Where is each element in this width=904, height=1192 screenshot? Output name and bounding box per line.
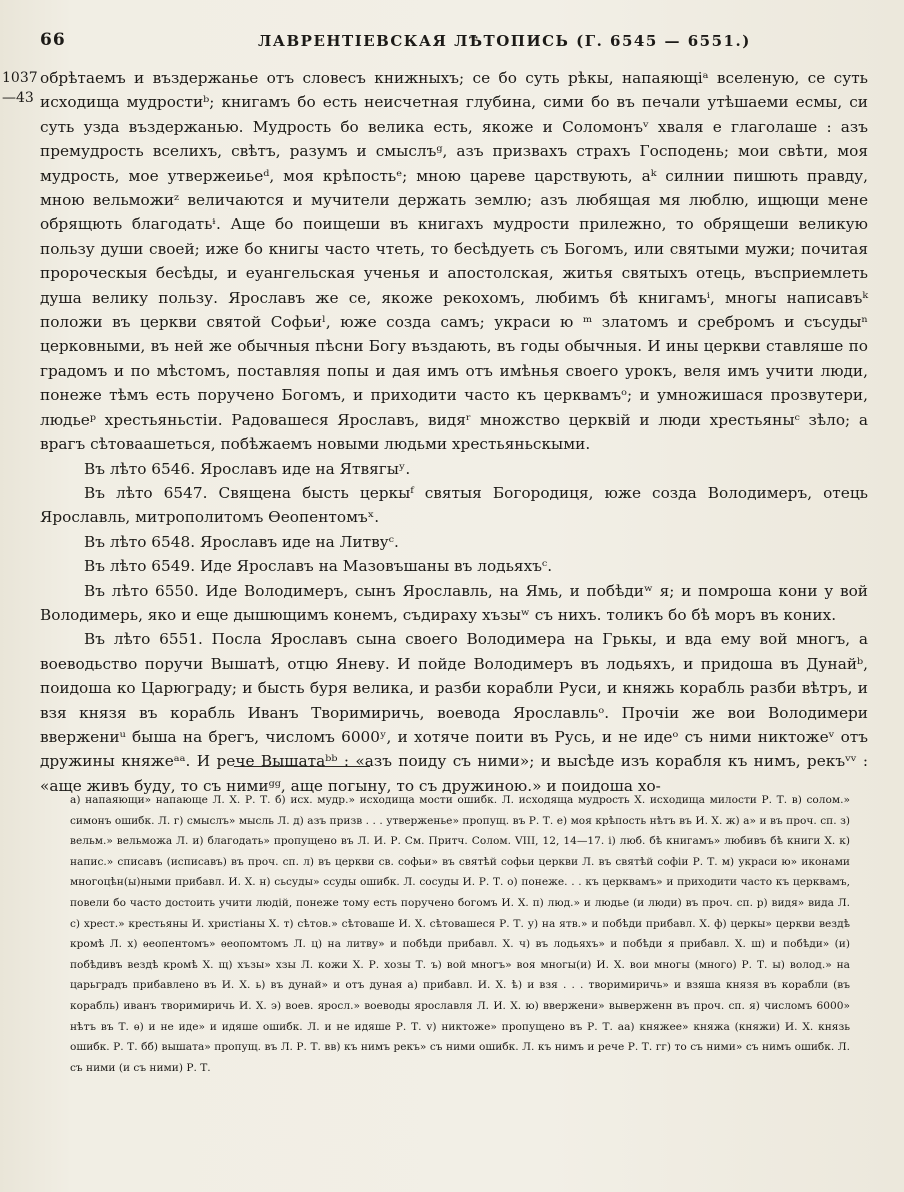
chronicle-entry-6550: Въ лѣто 6550. Иде Володимеръ, сынъ Ярославль, на Ямь, и побѣдиʷ я; и помроша кони у вой Володимерь, яко и еще дышющимъ конемъ, съдираху хъзыʷ съ нихъ. толикъ бо бѣ моръ въ коних. [40,581,868,624]
year-range-note: 1037 —43 [2,70,38,106]
page-number: 66 [40,30,66,50]
running-title: ЛАВРЕНТІЕВСКАЯ ЛѢТОПИСЬ (Г. 6545 — 6551.) [258,32,751,50]
chronicle-entry-6547: Въ лѣто 6547. Священа бысть церкыᶠ святыя Богородиця, юже созда Володимеръ, отець Ярославль, митрополитомъ Ѳеопентомъˣ. [40,483,868,527]
chronicle-entry-6548: Въ лѣто 6548. Ярославъ иде на Литвуᶜ. [84,532,399,551]
chronicle-text [40,66,868,798]
chronicle-entry-6549: Въ лѣто 6549. Иде Ярославъ на Мазовъшаны въ лодьяхъᶜ. [84,557,553,576]
margin-year-range [2,68,38,108]
chronicle-entry-6546: Въ лѣто 6546. Ярославъ иде на Ятвягыʸ. [84,459,411,478]
footnotes-block [70,790,850,1078]
footnotes-text: а) напаяющи» напающе Л. Х. Р. Т. б) исх. мудр.» исходища мости ошибк. Л. исходяща мудрость Х. исходища милости Р. Т. в) солом.» симонъ ошибк. Л. г) смыслъ» мысль Л. д) азъ призв . . . утверженье» пропущ. въ Р. Т. е) моя крѣпость нѣтъ въ И. Х. ж) а» и въ проч. сп. з) вельм.» вельможа Л. и) благодать» пропущено въ Л. И. Р. См. Притч. Солом. VIII, 12, 14—17. і) люб. бѣ книгамъ» любивъ бѣ книги Х. к) напис.» списавъ (исписавъ) въ проч. сп. л) въ церкви св. софьи» въ святѣй софьи церкви Л. въ святѣй софіи Р. Т. м) украси ю» иконами многоцѣн(ы)ными прибавл. И. Х. н) сьсуды» ссуды ошибк. Л. сосуды И. Р. Т. о) понеже. . . къ церквамъ» и приходити часто къ церквамъ, повели бо часто достоить учити людій, понеже тому есть поручено богомъ И. Х. п) люд.» и людье (и люди) въ проч. сп. р) видя» вида Л. с) хрест.» крестьяны И. христіаны Х. т) сѣтов.» сѣтоваше И. Х. сѣтовашеся Р. Т. у) на ятв.» и побѣди прибавл. Х. ф) церкы» церкви вездѣ кромѣ Л. х) ѳеопентомъ» ѳеопомтомъ Л. ц) на литву» и побѣди прибавл. Х. ч) въ лодьяхъ» и побѣди я прибавл. Х. ш) и побѣди» (и) побѣдивъ вездѣ кромѣ Х. щ) хъзы» хзы Л. кожи Х. Р. хозы Т. ъ) вой многъ» воя многы(и) И. Х. вои многы (много) Р. Т. ы) волод.» на царьградъ прибавлено въ И. Х. ь) въ дунай» и отъ дуная а) прибавл. И. Х. ѣ) и взя . . . творимиричь» и взяша князя въ корабли (въ корабль) иванъ творимиричь И. Х. э) воев. яросл.» воеводы ярославля Л. И. Х. ю) ввержени» выверженн въ проч. сп. я) числомъ 6000» нѣтъ въ Т. ѳ) и не иде» и идяше ошибк. Л. и не идяше Р. Т. v) никтоже» пропущено въ Р. Т. аа) княжее» княжа (княжи) И. Х. князь ошибк. Р. Т. бб) вышата» пропущ. въ Л. Р. Т. вв) къ нимъ рекъ» съ ними ошибк. Л. къ нимъ и рече Р. Т. гг) то съ ними» съ нимъ ошибк. Л. съ ними (и съ ними) Р. Т. [70,794,850,1074]
chronicle-paragraph-1: обрѣтаемъ и въздержанье отъ словесъ книжныхъ; се бо суть рѣкы, напаяющіᵃ вселеную, се суть исходища мудростиᵇ; книгамъ бо есть неисчетная глубина, сими бо въ печали утѣшаеми есмы, си суть узда въздержанью. Мудрость бо велика есть, якоже и Соломонъᵛ хваля е глаголаше : азъ премудрость вселихъ, свѣтъ, разумъ и смыслъᵍ, азъ призвахъ страхъ Господень; мои свѣти, моя мудрость, мое утвержеиьеᵈ, моя крѣпостьᵉ; мною цареве царствують, аᵏ силнии пишють правду, мною вельможиᶻ величаются и мучители держать землю; азъ любящая мя люблю, ищющи мене обрящють благодатьᶤ. Аще бо поищеши въ книгахъ мудрости прилежно, то обрящеши великую пользу души своей; иже бо книгы часто чтеть, то бесѣдуеть съ Богомъ, или святыми мужи; почитая пророческыя бесѣды, и еуангельская ученья и апостолская, житья святыхъ отець, въсприемлеть душа велику пользу. Ярославъ же се, якоже рекохомъ, любимъ бѣ книгамъⁱ, многы написавъᵏ положи въ церкви святой Софьиˡ, юже созда самъ; украси ю ᵐ златомъ и сребромъ и съсудыⁿ церковными, въ ней же обычныя пѣсни Богу въздають, въ годы обычныя. И ины церкви ставляше по градомъ и по мѣстомъ, поставляя попы и дая имъ отъ имѣнья своего урокъ, веля имъ учити люди, понеже тѣмъ есть поручено Богомъ, и приходити часто къ церквамъᵒ; и умножишася прозвутери, людьеᵖ хрестьяньстіи. Радовашеся Ярославъ, видяʳ множство церквій и люди хрестьяныᶜ зѣло; а врагъ сѣтоваашеться, побѣжаемъ новыми людьми хрестьяньскыми. [40,69,868,454]
page-header [0,30,904,58]
footnote-divider [234,766,370,767]
chronicle-entry-6551: Въ лѣто 6551. Посла Ярославъ сына своего Володимера на Грькы, и вда ему вой многъ, а воеводьство поручи Вышатѣ, отцю Яневу. И пойде Володимеръ въ лодьяхъ, и придоша въ Дунайᵇ, поидоша ко Царюграду; и бысть буря велика, и разби корабли Руси, и княжь корабль разби вѣтръ, и взя князя въ корабль Иванъ Творимиричь, воевода Ярославльᵒ. Прочіи же вои Володимери ввержениᵘ быша на брегъ, числомъ 6000ʸ, и хотяче поити въ Русь, и не идеᵒ съ ними никтожеᵛ отъ дружины княжеᵃᵃ. И рече Вышатаᵇᵇ : «азъ поиду съ ними»; и высѣде изъ корабля къ нимъ, рекъᵛᵛ : «аще живъ буду, то съ нимиᵍᵍ, аще погыну, то съ дружиною.» и поидоша хо- [40,630,868,795]
